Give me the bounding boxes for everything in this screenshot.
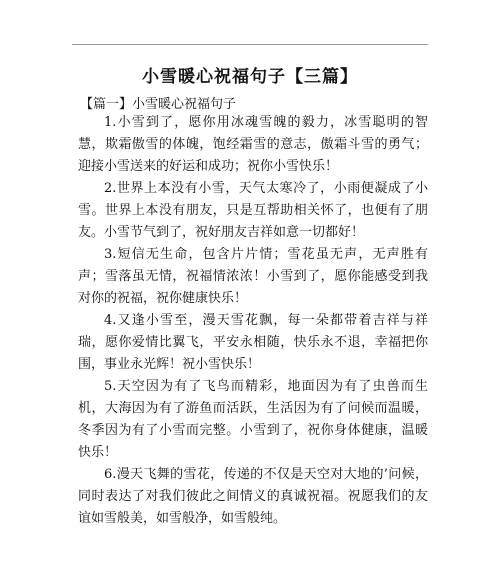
paragraph-3: 3.短信无生命，包含片片情；雪花虽无声，无声胜有声；雪落虽无情，祝福情浓浓！小雪到了，愿你能感受到我对你的祝福，祝你健康快乐！	[78, 247, 428, 306]
paragraph-5: 5.天空因为有了飞鸟而精彩，地面因为有了虫兽而生机，大海因为有了游鱼而活跃，生活因为有了问候而温暖，冬季因为有了小雪而完整。小雪到了，祝你身体健康，温暖快乐！	[78, 379, 428, 460]
document-title: 小雪暖心祝福句子【三篇】	[142, 67, 358, 87]
header-divider	[72, 44, 428, 45]
paragraph-6: 6.漫天飞舞的雪花，传递的不仅是天空对大地的’问候，同时表达了对我们彼此之间情义的真诚祝福。祝愿我们的友谊如雪般美，如雪般净，如雪般纯。	[78, 467, 428, 526]
section-heading: 【篇一】小雪暖心祝福句子	[80, 97, 237, 112]
paragraph-2: 2.世界上本没有小雪，天气太寒冷了，小雨便凝成了小雪。世界上本没有朋友，只是互帮助相关怀了，也便有了朋友。小雪节气到了，祝好朋友吉祥如意一切都好！	[78, 181, 428, 240]
paragraph-4: 4.又逢小雪至，漫天雪花飘，每一朵都带着吉祥与祥瑞，愿你爱情比翼飞，平安永相随，快乐永不退，幸福把你围，事业永光辉！祝小雪快乐！	[78, 313, 428, 372]
document-body	[78, 112, 428, 530]
paragraph-1: 1.小雪到了，愿你用冰魂雪魄的毅力，冰雪聪明的智慧，欺霜傲雪的体魄，饱经霜雪的意志，傲霜斗雪的勇气；迎接小雪送来的好运和成功；祝你小雪快乐！	[78, 115, 428, 174]
